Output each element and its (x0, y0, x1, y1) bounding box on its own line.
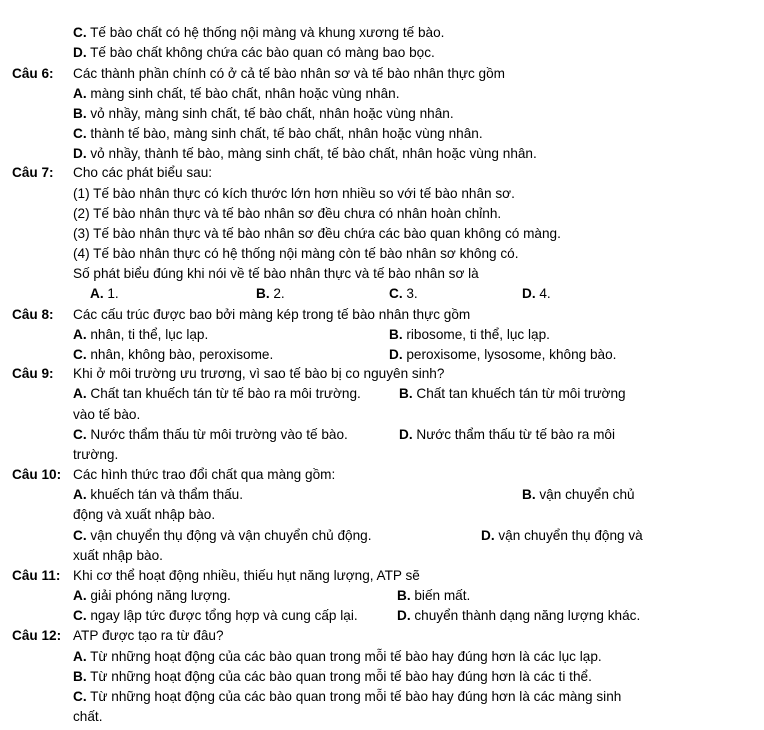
q10-option-b-continuation: động và xuất nhập bào. (73, 507, 216, 523)
q10-stem: Các hình thức trao đổi chất qua màng gồm: (73, 467, 336, 482)
q6-label: Câu 6: (12, 65, 54, 81)
option-text: vỏ nhầy, màng sinh chất, tế bào chất, nhân hoặc vùng nhân. (86, 105, 454, 121)
q8-option-a (73, 326, 208, 344)
q8-option-c (73, 346, 273, 364)
option-letter: B. (389, 326, 403, 342)
option-letter: B. (399, 386, 413, 402)
option-text: nhân, ti thể, lục lạp. (86, 326, 209, 342)
q6-option-b (73, 105, 454, 123)
option-letter: D. (522, 286, 536, 302)
option-letter: A. (73, 648, 87, 664)
q10-option-b (522, 486, 635, 504)
q7-label: Câu 7: (12, 165, 54, 181)
q7-option-a (90, 285, 119, 303)
q11-stem: Khi cơ thể hoạt động nhiều, thiếu hụt năng lượng, ATP sẽ (73, 567, 420, 583)
q7-statement-4: (4) Tế bào nhân thực có hệ thống nội màng còn tế bào nhân sơ không có. (73, 246, 519, 262)
option-text: thành tế bào, màng sinh chất, tế bào chất, nhân hoặc vùng nhân. (86, 126, 483, 141)
q10-option-d (481, 527, 643, 545)
option-text: nhân, không bào, peroxisome. (86, 346, 274, 362)
option-letter: C. (73, 608, 87, 624)
q6-option-c (73, 125, 483, 143)
q9-option-d-continuation: trường. (73, 446, 119, 462)
option-text: ribosome, ti thể, lục lạp. (402, 326, 550, 342)
q7-option-c (389, 285, 418, 303)
option-text: 4. (535, 286, 551, 302)
option-letter: A. (73, 588, 87, 603)
q6-option-a (73, 85, 399, 103)
q9-option-a (73, 385, 361, 403)
q8-option-b (389, 326, 550, 344)
q7-question: Số phát biểu đúng khi nói về tế bào nhân thực và tế bào nhân sơ là (73, 266, 479, 282)
q10-option-c (73, 527, 372, 545)
option-text: chuyển thành dạng năng lượng khác. (410, 608, 641, 624)
q7-statement-2: (2) Tế bào nhân thực và tế bào nhân sơ đều chưa có nhân hoàn chỉnh. (73, 205, 502, 221)
q5-option-d (73, 44, 435, 62)
q5-option-c (73, 24, 444, 42)
q11-label: Câu 11: (12, 567, 61, 583)
option-text: Tế bào chất không chứa các bào quan có màng bao bọc. (86, 45, 435, 61)
option-letter: A. (73, 326, 87, 342)
q7-option-d (522, 285, 551, 303)
option-text: 2. (269, 286, 285, 302)
q6-stem: Các thành phần chính có ở cả tế bào nhân sơ và tế bào nhân thực gồm (73, 65, 506, 81)
q8-option-d (389, 346, 616, 364)
option-letter: B. (522, 487, 536, 503)
option-letter: B. (73, 105, 87, 121)
q8-label: Câu 8: (12, 306, 54, 322)
option-text: biến mất. (410, 588, 471, 603)
option-text: ngay lập tức được tổng hợp và cung cấp lại. (86, 608, 358, 624)
option-letter: D. (397, 608, 411, 624)
option-letter: D. (389, 346, 403, 362)
q9-option-c (73, 426, 348, 444)
option-letter: A. (73, 487, 87, 503)
option-letter: C. (73, 527, 87, 543)
q9-option-b (399, 385, 626, 403)
q9-stem: Khi ở môi trường ưu trương, vì sao tế bào bị co nguyên sinh? (73, 366, 445, 382)
q7-stem: Cho các phát biểu sau: (73, 165, 213, 181)
option-text: khuếch tán và thẩm thấu. (86, 487, 244, 503)
q6-option-d (73, 145, 537, 163)
option-text: peroxisome, lysosome, không bào. (402, 346, 617, 362)
q9-option-d (399, 426, 615, 444)
option-letter: C. (73, 426, 87, 442)
option-text: 3. (402, 286, 418, 302)
q10-option-d-continuation: xuất nhập bào. (73, 547, 163, 563)
option-letter: C. (73, 126, 87, 141)
q12-option-a (73, 648, 602, 666)
q9-option-b-continuation: vào tế bào. (73, 406, 141, 422)
option-text: vận chuyển chủ (535, 487, 635, 503)
q12-stem: ATP được tạo ra từ đâu? (73, 628, 224, 644)
q10-option-a (73, 486, 243, 504)
option-text: vận chuyển thụ động và vận chuyển chủ động. (86, 527, 372, 543)
q9-label: Câu 9: (12, 366, 54, 382)
option-letter: D. (399, 426, 413, 442)
option-letter: B. (397, 588, 411, 603)
option-letter: C. (73, 25, 87, 41)
option-text: Chất tan khuếch tán từ tế bào ra môi trường. (86, 386, 361, 402)
q7-option-b (256, 285, 285, 303)
option-text: Từ những hoạt động của các bào quan trong mỗi tế bào hay đúng hơn là các màng sinh (86, 688, 622, 704)
option-text: Nước thẩm thấu từ môi trường vào tế bào. (86, 426, 348, 442)
option-letter: D. (73, 45, 87, 61)
option-text: Từ những hoạt động của các bào quan trong mỗi tế bào hay đúng hơn là các lục lạp. (86, 648, 602, 664)
option-text: Nước thẩm thấu từ tế bào ra môi (412, 426, 615, 442)
option-letter: D. (73, 146, 87, 162)
q12-label: Câu 12: (12, 628, 62, 644)
option-text: vỏ nhầy, thành tế bào, màng sinh chất, tế bào chất, nhân hoặc vùng nhân. (86, 146, 537, 162)
option-letter: B. (73, 668, 87, 684)
q12-option-c (73, 688, 621, 706)
q11-option-c (73, 607, 358, 625)
option-letter: C. (389, 286, 403, 302)
option-letter: C. (73, 346, 87, 362)
q11-option-a (73, 587, 231, 605)
q11-option-d (397, 607, 640, 625)
q12-option-c-continuation: chất. (73, 709, 103, 724)
q7-statement-3: (3) Tế bào nhân thực và tế bào nhân sơ đều chứa các bào quan không có màng. (73, 225, 561, 241)
option-text: giải phóng năng lượng. (86, 588, 231, 603)
option-text: Tế bào chất có hệ thống nội màng và khung xương tế bào. (86, 25, 445, 41)
option-letter: D. (481, 527, 495, 543)
option-letter: A. (73, 85, 87, 101)
option-text: Chất tan khuếch tán từ môi trường (412, 386, 626, 402)
option-letter: C. (73, 688, 87, 704)
q10-label: Câu 10: (12, 467, 62, 482)
q7-statement-1: (1) Tế bào nhân thực có kích thước lớn hơn nhiều so với tế bào nhân sơ. (73, 185, 515, 201)
option-letter: A. (90, 286, 104, 302)
option-text: màng sinh chất, tế bào chất, nhân hoặc vùng nhân. (86, 85, 400, 101)
option-letter: B. (256, 286, 270, 302)
q8-stem: Các cấu trúc được bao bởi màng kép trong tế bào nhân thực gồm (73, 306, 471, 322)
q11-option-b (397, 587, 470, 605)
option-text: Từ những hoạt động của các bào quan trong mỗi tế bào hay đúng hơn là các ti thể. (86, 668, 592, 684)
option-text: vận chuyển thụ động và (494, 527, 643, 543)
q12-option-b (73, 668, 592, 686)
option-text: 1. (103, 286, 119, 302)
option-letter: A. (73, 386, 87, 402)
